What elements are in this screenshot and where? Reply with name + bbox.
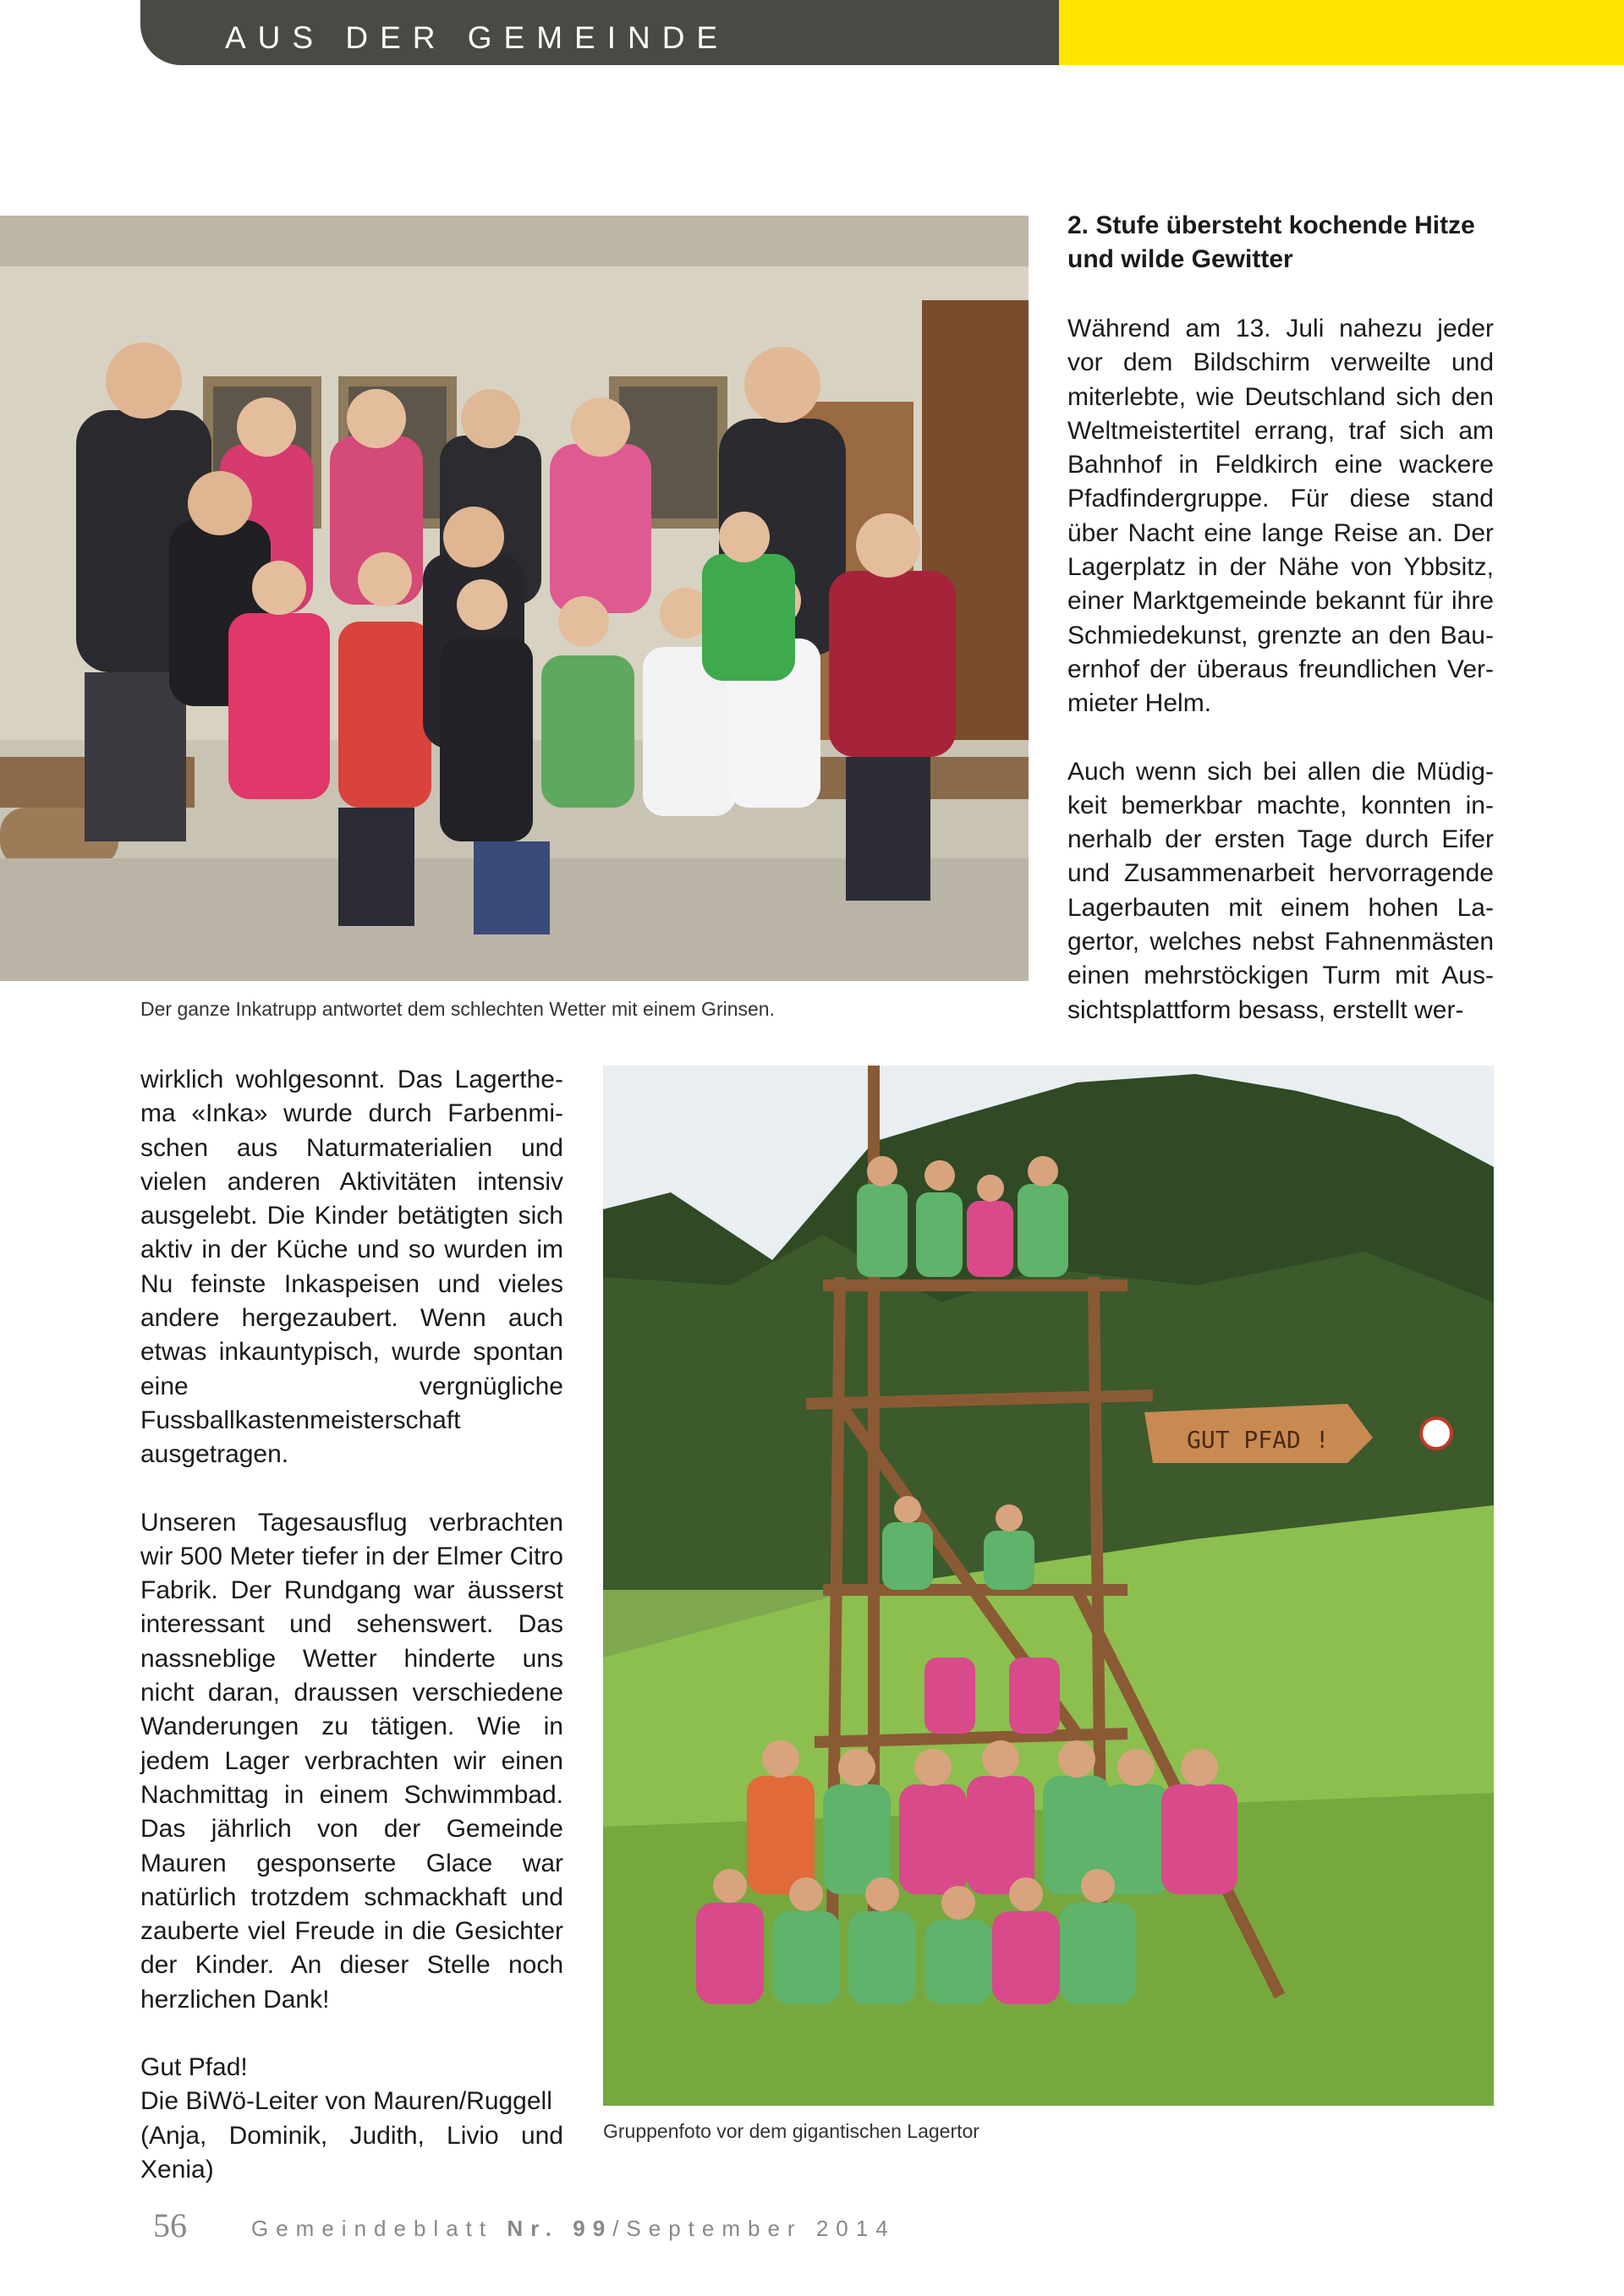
- paragraph: Unseren Tagesausflug verbrachten wir 500 Meter tiefer in der Elmer Citro Fabrik. Der Rundgang war äusserst interessant und sehenswert. Das nassneblige Wetter hinderte uns nicht daran, draussen verschiedene Wanderungen zu tätigen. Wie in jedem Lager verbrachten wir einen Nachmittag in einem Schwimmbad. Das jährlich von der Gemeinde Mauren gesponserte Glace war natürlich trotzdem schmackhaft und zauberte viel Freude in die Gesichter der Kinder. An dieser Stelle noch herzlichen Dank!: [140, 1508, 563, 2014]
- photo2-caption: Gruppenfoto vor dem gigantischen Lagertor: [603, 2120, 979, 2142]
- section-title: AUS DER GEMEINDE: [225, 20, 730, 55]
- photo1-caption: Der ganze Inkatrupp antwortet dem schlechten Wetter mit einem Grinsen.: [140, 998, 775, 1020]
- publication-name: Gemeindeblatt: [251, 2216, 494, 2241]
- signoff-line: Die BiWö-Leiter von Mauren/Ruggell: [140, 2087, 552, 2116]
- issue-prefix: Nr.: [507, 2216, 560, 2241]
- gut-pfad-sign: GUT PFAD !: [1187, 1426, 1330, 1454]
- signoff-greeting: Gut Pfad!: [140, 2053, 248, 2082]
- paragraph: Während am 13. Juli nahezu jeder vor dem Bildschirm verweilte und miterlebte, wie Deutschland sich den Weltmeistertitel errang, traf sich am Bahnhof in Feldkirch eine wackere Pfadfindergruppe. Für diese stand über Nacht eine lange Reise an. Der Lagerplatz in der Nähe von Ybbsitz, einer Marktgemeinde bekannt für ihre Schmiedekunst, grenzte an den Bauernhof der überaus freundlichen Vermieter Helm.: [1067, 315, 1494, 718]
- article-heading: 2. Stufe übersteht kochende Hitze und wilde Gewitter: [1067, 211, 1475, 273]
- left-column-text: [140, 1063, 563, 2187]
- header-accent-bar: [1059, 0, 1624, 65]
- paragraph: wirklich wohlgesonnt. Das Lagerthema «Inka» wurde durch Farbenmischen aus Naturmaterialien und vielen anderen Aktivitäten intensiv ausgelebt. Die Kinder betätigten sich aktiv in der Küche und so wurden im Nu feinste Inkaspeisen und vieles andere hergezaubert. Wenn auch etwas inkauntypisch, wurde spontan eine vergnügliche Fussballkastenmeisterschaft ausgetragen.: [140, 1066, 563, 1469]
- right-column-text: [1067, 312, 1494, 1027]
- page-number: 56: [153, 2206, 187, 2244]
- group-photo-lagertor: [603, 1066, 1494, 2106]
- paragraph: Auch wenn sich bei allen die Müdigkeit bemerkbar machte, konnten innerhalb der ersten Tage durch Eifer und Zusammenarbeit hervorragende Lagerbauten mit einem hohen Lagertor, welches nebst Fahnenmästen einen mehrstöckigen Turm mit Aussichtsplattform besass, erstellt wer-: [1067, 757, 1494, 1024]
- group-photo-inkatrupp: [0, 216, 1029, 981]
- publication-footer: [251, 2216, 896, 2242]
- issue-date: /September 2014: [612, 2216, 896, 2241]
- signoff-names: (Anja, Dominik, Judith, Livio und Xenia): [140, 2121, 563, 2184]
- issue-number: 99: [573, 2216, 613, 2241]
